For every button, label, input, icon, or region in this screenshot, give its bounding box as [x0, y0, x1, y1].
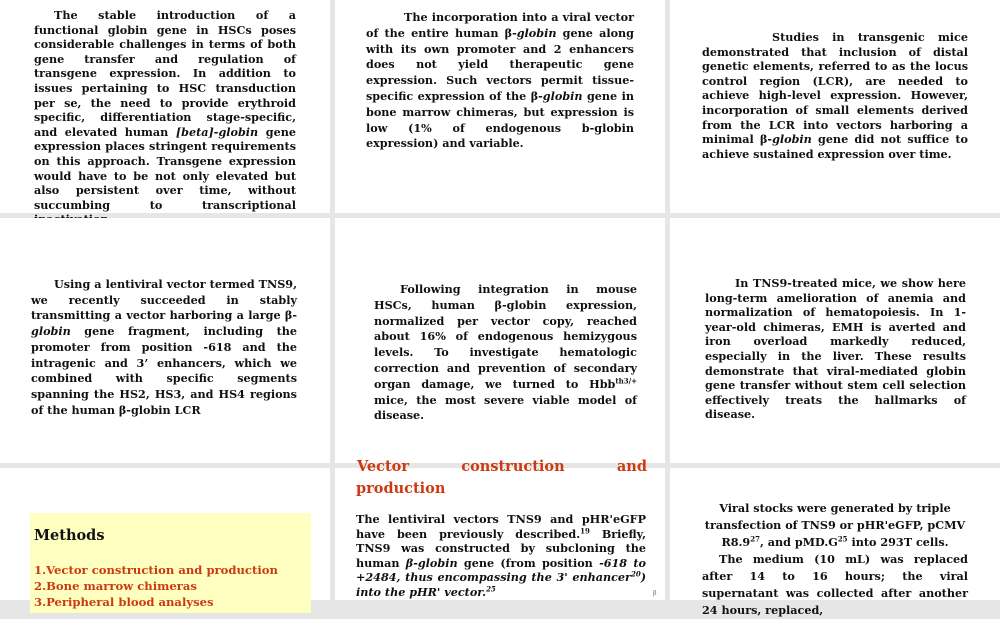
slide-viral-stocks: [670, 468, 1000, 617]
slide-1-text: The stable introduction of a functional globin gene in HSCs poses considerable challenges in terms of both gene transfer and regulation of transgene expression. In addition to issues pertaining to HSC transduction per se, the need to provide erythroid specific, differentiation stage-specific, and elevated human [beta]-globin gene expression places stringent requirements on this approach. Transgene expression would have to be not only elevated but also persistent over time, without succumbing to transcriptional: [34, 8, 296, 212]
slide-2-text: The incorporation into a viral vector of the entire human β-globin gene along with its own promoter and 2 enhancers does not yield therapeutic gene expression. Such vectors permit tissue-specific expression of the β-globin gene in bone marrow chimeras, but expression is low (1% of endogenous b-globin expression) and variable.: [366, 10, 634, 151]
methods-item[interactable]: 3.Peripheral blood analyses: [34, 595, 214, 609]
slide-vector-construction: [335, 458, 665, 600]
slide-5-text: Following integration in mouse HSCs, human β-globin expression, normalized per vector copy, reached about 16% of endogenous hemizygous levels. To investigate hematologic correction and prevention of secondary organ damage, we turned to Hbb$^{th3/+}$ mice, the most severe viable model of disease.: [374, 282, 637, 423]
methods-item[interactable]: 1.Vector construction and production: [34, 563, 278, 577]
vector-body: The lentiviral vectors TNS9 and pHR'eGFP have been previously described.$^{19}$ Briefly, TNS9 was constructed by subcloning the human β-globin gene (from position -618 to +2484, thus encompassing the 3' enhancer$^{20}$) into the pHR' vector.$^{25}$: [356, 512, 647, 599]
methods-box: [30, 513, 311, 613]
slide-6-text: In TNS9-treated mice, we show here long-term amelioration of anemia and normalization of hematopoiesis. In 1-year-old chimeras, EMH is averted and iron overload markedly reduced, especially in the liver. These results demonstrate that viral-mediated globin gene transfer without stem cell selection effectively treats the hallmarks of disease.: [705, 276, 966, 422]
stocks-p2: The medium (10 mL) was replaced after 14 to 16 hours; the viral supernatant was collected after another 24 hours, replaced,: [702, 552, 968, 617]
slide-3: [670, 0, 1000, 213]
slide-5: [335, 218, 665, 463]
slide-1: [0, 0, 330, 213]
slide-6: [670, 218, 1000, 463]
slide-4-text: Using a lentiviral vector termed TNS9, we recently succeeded in stably transmitting a vector harboring a large β-globin gene fragment, including the promoter from position -618 and the intragenic and 3’ enhancers, which we combined with specific segments spanning the HS2, HS3, and HS4 regions of the human β-globin LCR: [31, 277, 297, 417]
section-title: production: [356, 480, 446, 497]
slide-3-text: Studies in transgenic mice demonstrated that inclusion of distal genetic elements, referred to as the locus control region (LCR), are needed to achieve high-level expression. However, incorporation of small elements derived from the LCR into vectors harboring a minimal β-globin gene did not suffice to achieve sustained expression over time.: [702, 30, 968, 161]
slide-methods: [0, 468, 330, 609]
stocks-p1: Viral stocks were generated by triple transfection of TNS9 or pHR'eGFP, pCMV $R8.9^{27}$, and $pMD.G^{25}$ into 293T cells.: [704, 501, 966, 549]
section-title-cut: Vector construction and: [357, 458, 647, 475]
slide-4: [0, 218, 330, 463]
methods-title: Methods: [34, 527, 105, 544]
methods-item[interactable]: 2.Bone marrow chimeras: [34, 579, 197, 593]
slide-2: [335, 0, 665, 213]
methods-list: [34, 562, 307, 610]
page-mark: β: [653, 590, 657, 597]
